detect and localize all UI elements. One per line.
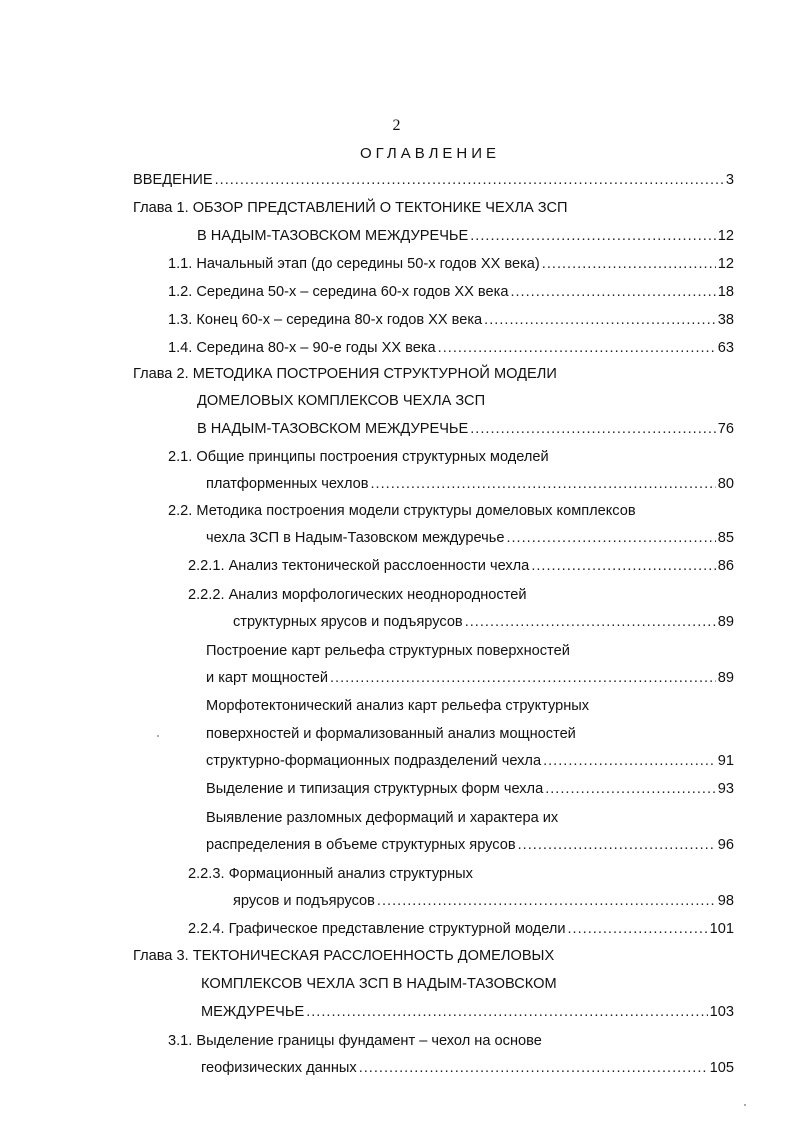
scan-speck [157, 735, 159, 737]
toc-entry-subsection-cont[interactable] [206, 726, 576, 750]
toc-entry-2-2-3[interactable] [188, 866, 473, 890]
toc-entry-text: 1.3. Конец 60-х – середина 80-х годов XX века [168, 312, 483, 328]
toc-entry-chapter-3-cont[interactable] [201, 976, 557, 1000]
toc-entry-chapter-3-cont[interactable] [201, 1004, 734, 1028]
toc-entry-chapter-2-cont[interactable] [197, 393, 485, 417]
toc-entry-page: 96 [717, 837, 734, 853]
toc-entry-text: структурно-формационных подразделений чехла [206, 753, 542, 769]
toc-entry-page: 76 [717, 421, 734, 437]
toc-entry-text: ярусов и подъярусов [233, 893, 375, 909]
toc-entry-text: 1.1. Начальный этап (до середины 50-х годов XX века) [168, 256, 540, 272]
scan-speck [744, 1104, 746, 1106]
toc-entry-text: Глава 2. МЕТОДИКА ПОСТРОЕНИЯ СТРУКТУРНОЙ МОДЕЛИ [133, 366, 557, 382]
toc-entry-chapter-1[interactable] [133, 200, 568, 224]
toc-entry-1-3[interactable] [168, 312, 734, 336]
toc-title: ОГЛАВЛЕНИЕ [359, 145, 501, 162]
toc-entry-page: 80 [717, 476, 734, 492]
toc-entry-subsection[interactable] [206, 810, 558, 834]
dot-leader [371, 476, 716, 492]
toc-entry-1-2[interactable] [168, 284, 734, 308]
dot-leader [330, 670, 716, 686]
dot-leader [531, 558, 715, 574]
dot-leader [306, 1004, 707, 1020]
toc-entry-text: чехла ЗСП в Надым-Тазовском междуречье [206, 530, 505, 546]
dot-leader [543, 753, 716, 769]
toc-entry-text: Глава 1. ОБЗОР ПРЕДСТАВЛЕНИЙ О ТЕКТОНИКЕ ЧЕХЛА ЗСП [133, 200, 568, 216]
toc-entry-text: 2.2. Методика построения модели структуры домеловых комплексов [168, 503, 636, 519]
toc-entry-text: Выделение и типизация структурных форм чехла [206, 781, 544, 797]
toc-entry-page: 101 [709, 921, 734, 937]
toc-entry-2-2-1[interactable] [188, 558, 734, 582]
toc-entry-page: 89 [717, 670, 734, 686]
toc-entry-introduction[interactable] [133, 172, 734, 196]
toc-entry-text: поверхностей и формализованный анализ мощностей [206, 726, 576, 742]
page-number: 2 [392, 117, 401, 134]
toc-entry-3-1[interactable] [168, 1033, 542, 1057]
toc-entry-subsection[interactable] [206, 698, 589, 722]
toc-entry-page: 93 [717, 781, 734, 797]
dot-leader [545, 781, 716, 797]
toc-entry-subsection-cont[interactable] [206, 670, 734, 694]
dot-leader [377, 893, 716, 909]
toc-entry-page: 85 [717, 530, 734, 546]
toc-entry-2-2-2-cont[interactable] [233, 614, 734, 638]
toc-entry-text: 1.2. Середина 50-х – середина 60-х годов XX века [168, 284, 509, 300]
toc-entry-text: 2.2.4. Графическое представление структурной модели [188, 921, 566, 937]
toc-entry-text: Глава 3. ТЕКТОНИЧЕСКАЯ РАССЛОЕННОСТЬ ДОМЕЛОВЫХ [133, 948, 555, 964]
dot-leader [438, 340, 716, 356]
toc-entry-2-2[interactable] [168, 503, 636, 527]
toc-entry-2-2-4[interactable] [188, 921, 734, 945]
toc-entry-chapter-1-cont[interactable] [197, 228, 734, 252]
toc-entry-text: и карт мощностей [206, 670, 328, 686]
dot-leader [518, 837, 716, 853]
toc-entry-text: КОМПЛЕКСОВ ЧЕХЛА ЗСП В НАДЫМ-ТАЗОВСКОМ [201, 976, 557, 992]
dot-leader [359, 1060, 708, 1076]
toc-entry-page: 105 [709, 1060, 734, 1076]
dot-leader [215, 172, 724, 188]
dot-leader [465, 614, 716, 630]
toc-entry-3-1-cont[interactable] [201, 1060, 734, 1084]
toc-entry-2-2-cont[interactable] [206, 530, 734, 554]
toc-entry-text: геофизических данных [201, 1060, 357, 1076]
toc-entry-page: 38 [717, 312, 734, 328]
toc-entry-page: 3 [725, 172, 734, 188]
toc-entry-2-1[interactable] [168, 449, 549, 473]
toc-entry-text: 2.2.3. Формационный анализ структурных [188, 866, 473, 882]
toc-entry-page: 91 [717, 753, 734, 769]
toc-entry-page: 18 [717, 284, 734, 300]
toc-entry-subsection-cont[interactable] [206, 753, 734, 777]
toc-entry-text: 1.4. Середина 80-х – 90-е годы XX века [168, 340, 436, 356]
toc-entry-subsection[interactable] [206, 643, 570, 667]
toc-entry-text: Построение карт рельефа структурных поверхностей [206, 643, 570, 659]
toc-entry-chapter-2-cont[interactable] [197, 421, 734, 445]
toc-entry-chapter-2[interactable] [133, 366, 557, 390]
toc-entry-text: 2.1. Общие принципы построения структурных моделей [168, 449, 549, 465]
toc-entry-1-1[interactable] [168, 256, 734, 280]
toc-entry-page: 12 [717, 256, 734, 272]
toc-entry-text: платформенных чехлов [206, 476, 369, 492]
toc-entry-page: 98 [717, 893, 734, 909]
toc-entry-text: 2.2.2. Анализ морфологических неоднородностей [188, 587, 527, 603]
dot-leader [506, 530, 715, 546]
toc-entry-text: Морфотектонический анализ карт рельефа структурных [206, 698, 590, 714]
toc-entry-chapter-3[interactable] [133, 948, 554, 972]
toc-entry-text: МЕЖДУРЕЧЬЕ [201, 1004, 305, 1020]
toc-entry-text: распределения в объеме структурных ярусов [206, 837, 516, 853]
toc-entry-2-2-3-cont[interactable] [233, 893, 734, 917]
toc-entry-2-1-cont[interactable] [206, 476, 734, 500]
dot-leader [542, 256, 716, 272]
dot-leader [484, 312, 716, 328]
toc-entry-text: Выявление разломных деформаций и характера их [206, 810, 559, 826]
toc-entry-page: 89 [717, 614, 734, 630]
toc-entry-subsection-cont[interactable] [206, 837, 734, 861]
toc-entry-1-4[interactable] [168, 340, 734, 364]
dot-leader [470, 421, 716, 437]
dot-leader [568, 921, 708, 937]
toc-entry-text: ДОМЕЛОВЫХ КОМПЛЕКСОВ ЧЕХЛА ЗСП [197, 393, 486, 409]
toc-entry-page: 12 [717, 228, 734, 244]
toc-entry-page: 86 [717, 558, 734, 574]
toc-entry-2-2-2[interactable] [188, 587, 527, 611]
toc-entry-text: В НАДЫМ-ТАЗОВСКОМ МЕЖДУРЕЧЬЕ [197, 228, 469, 244]
toc-entry-text: В НАДЫМ-ТАЗОВСКОМ МЕЖДУРЕЧЬЕ [197, 421, 469, 437]
toc-entry-text: ВВЕДЕНИЕ [133, 172, 213, 188]
toc-entry-subsection[interactable] [206, 781, 734, 805]
dot-leader [510, 284, 715, 300]
toc-entry-text: 2.2.1. Анализ тектонической расслоенности чехла [188, 558, 530, 574]
toc-entry-text: 3.1. Выделение границы фундамент – чехол на основе [168, 1033, 542, 1049]
toc-entry-text: структурных ярусов и подъярусов [233, 614, 463, 630]
toc-entry-page: 103 [709, 1004, 734, 1020]
toc-entry-page: 63 [717, 340, 734, 356]
dot-leader [470, 228, 716, 244]
